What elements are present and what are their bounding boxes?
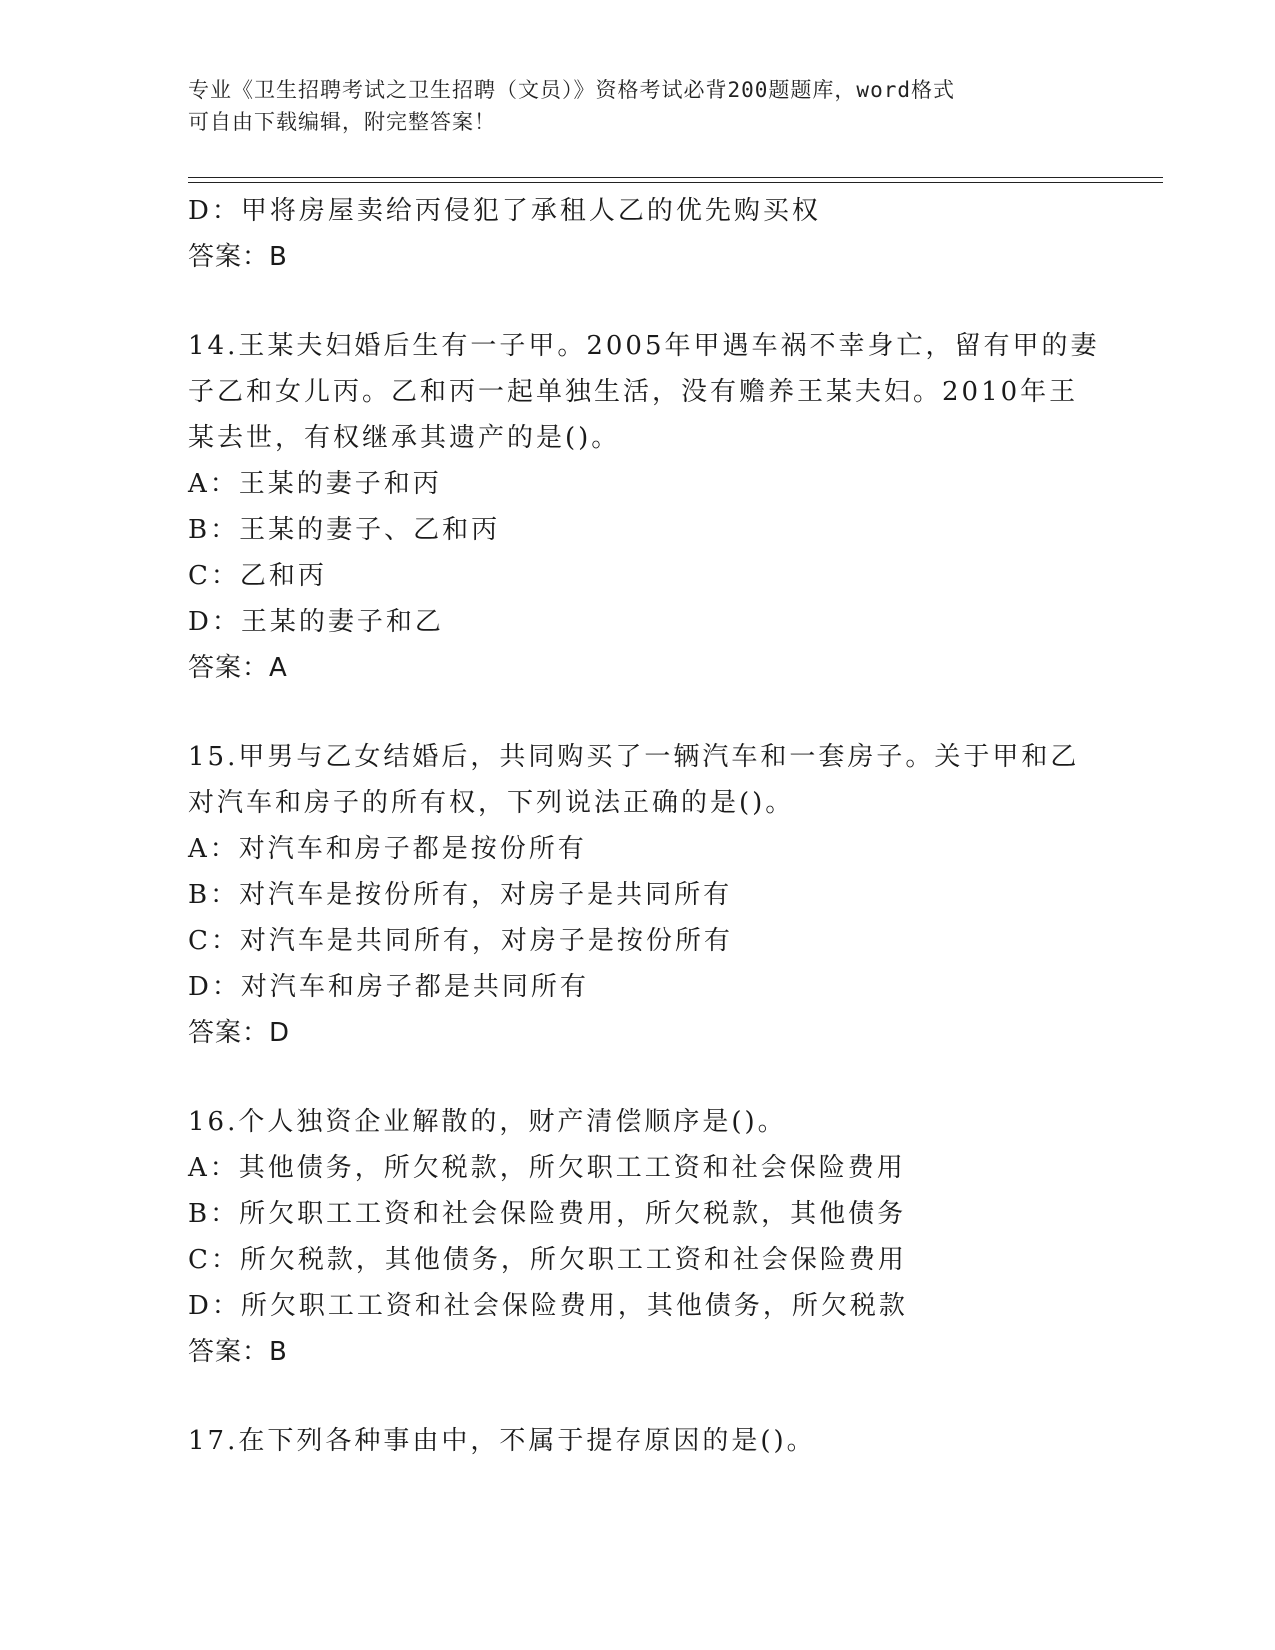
answer-line: 答案：B [188, 242, 288, 272]
answer-line: 答案：D [188, 1018, 291, 1048]
header-line-2: 可自由下载编辑，附完整答案！ [188, 110, 496, 134]
answer-line: 答案：B [188, 1337, 288, 1367]
question-stem: 子乙和女儿丙。乙和丙一起单独生活，没有赡养王某夫妇。2010年王 [188, 377, 1079, 407]
option-d: D：王某的妻子和乙 [188, 607, 444, 637]
option-d: D：所欠职工工资和社会保险费用，其他债务，所欠税款 [188, 1291, 908, 1321]
question-stem: 17.在下列各种事由中，不属于提存原因的是()。 [188, 1426, 816, 1456]
question-17 [188, 1418, 1088, 1464]
option-c: C：对汽车是共同所有，对房子是按份所有 [188, 926, 733, 956]
option-b: B：所欠职工工资和社会保险费用，所欠税款，其他债务 [188, 1199, 907, 1229]
question-stem: 16.个人独资企业解散的，财产清偿顺序是()。 [188, 1107, 787, 1137]
header-rule-top [188, 177, 1163, 178]
option-d: D：甲将房屋卖给丙侵犯了承租人乙的优先购买权 [188, 196, 821, 226]
answer-line: 答案：A [188, 653, 288, 683]
option-c: C：所欠税款，其他债务，所欠职工工资和社会保险费用 [188, 1245, 907, 1275]
question-15 [188, 734, 1088, 1056]
document-header [188, 74, 1088, 138]
question-stem: 14.王某夫妇婚后生有一子甲。2005年甲遇车祸不幸身亡，留有甲的妻 [188, 331, 1100, 361]
option-b: B：王某的妻子、乙和丙 [188, 515, 501, 545]
option-a: A：其他债务，所欠税款，所欠职工工资和社会保险费用 [188, 1153, 906, 1183]
header-rule-bottom [188, 182, 1163, 183]
question-stem: 某去世，有权继承其遗产的是()。 [188, 423, 621, 453]
question-14 [188, 323, 1100, 691]
question-stem: 15.甲男与乙女结婚后，共同购买了一辆汽车和一套房子。关于甲和乙 [188, 742, 1080, 772]
option-c: C：乙和丙 [188, 561, 327, 591]
option-a: A：王某的妻子和丙 [188, 469, 442, 499]
question-list [188, 188, 1100, 1464]
option-b: B：对汽车是按份所有，对房子是共同所有 [188, 880, 733, 910]
option-d: D：对汽车和房子都是共同所有 [188, 972, 589, 1002]
question-stem: 对汽车和房子的所有权，下列说法正确的是()。 [188, 788, 795, 818]
option-a: A：对汽车和房子都是按份所有 [188, 834, 587, 864]
question-16 [188, 1099, 1088, 1375]
header-line-1: 专业《卫生招聘考试之卫生招聘（文员）》资格考试必背200题题库，word格式 [188, 78, 955, 102]
